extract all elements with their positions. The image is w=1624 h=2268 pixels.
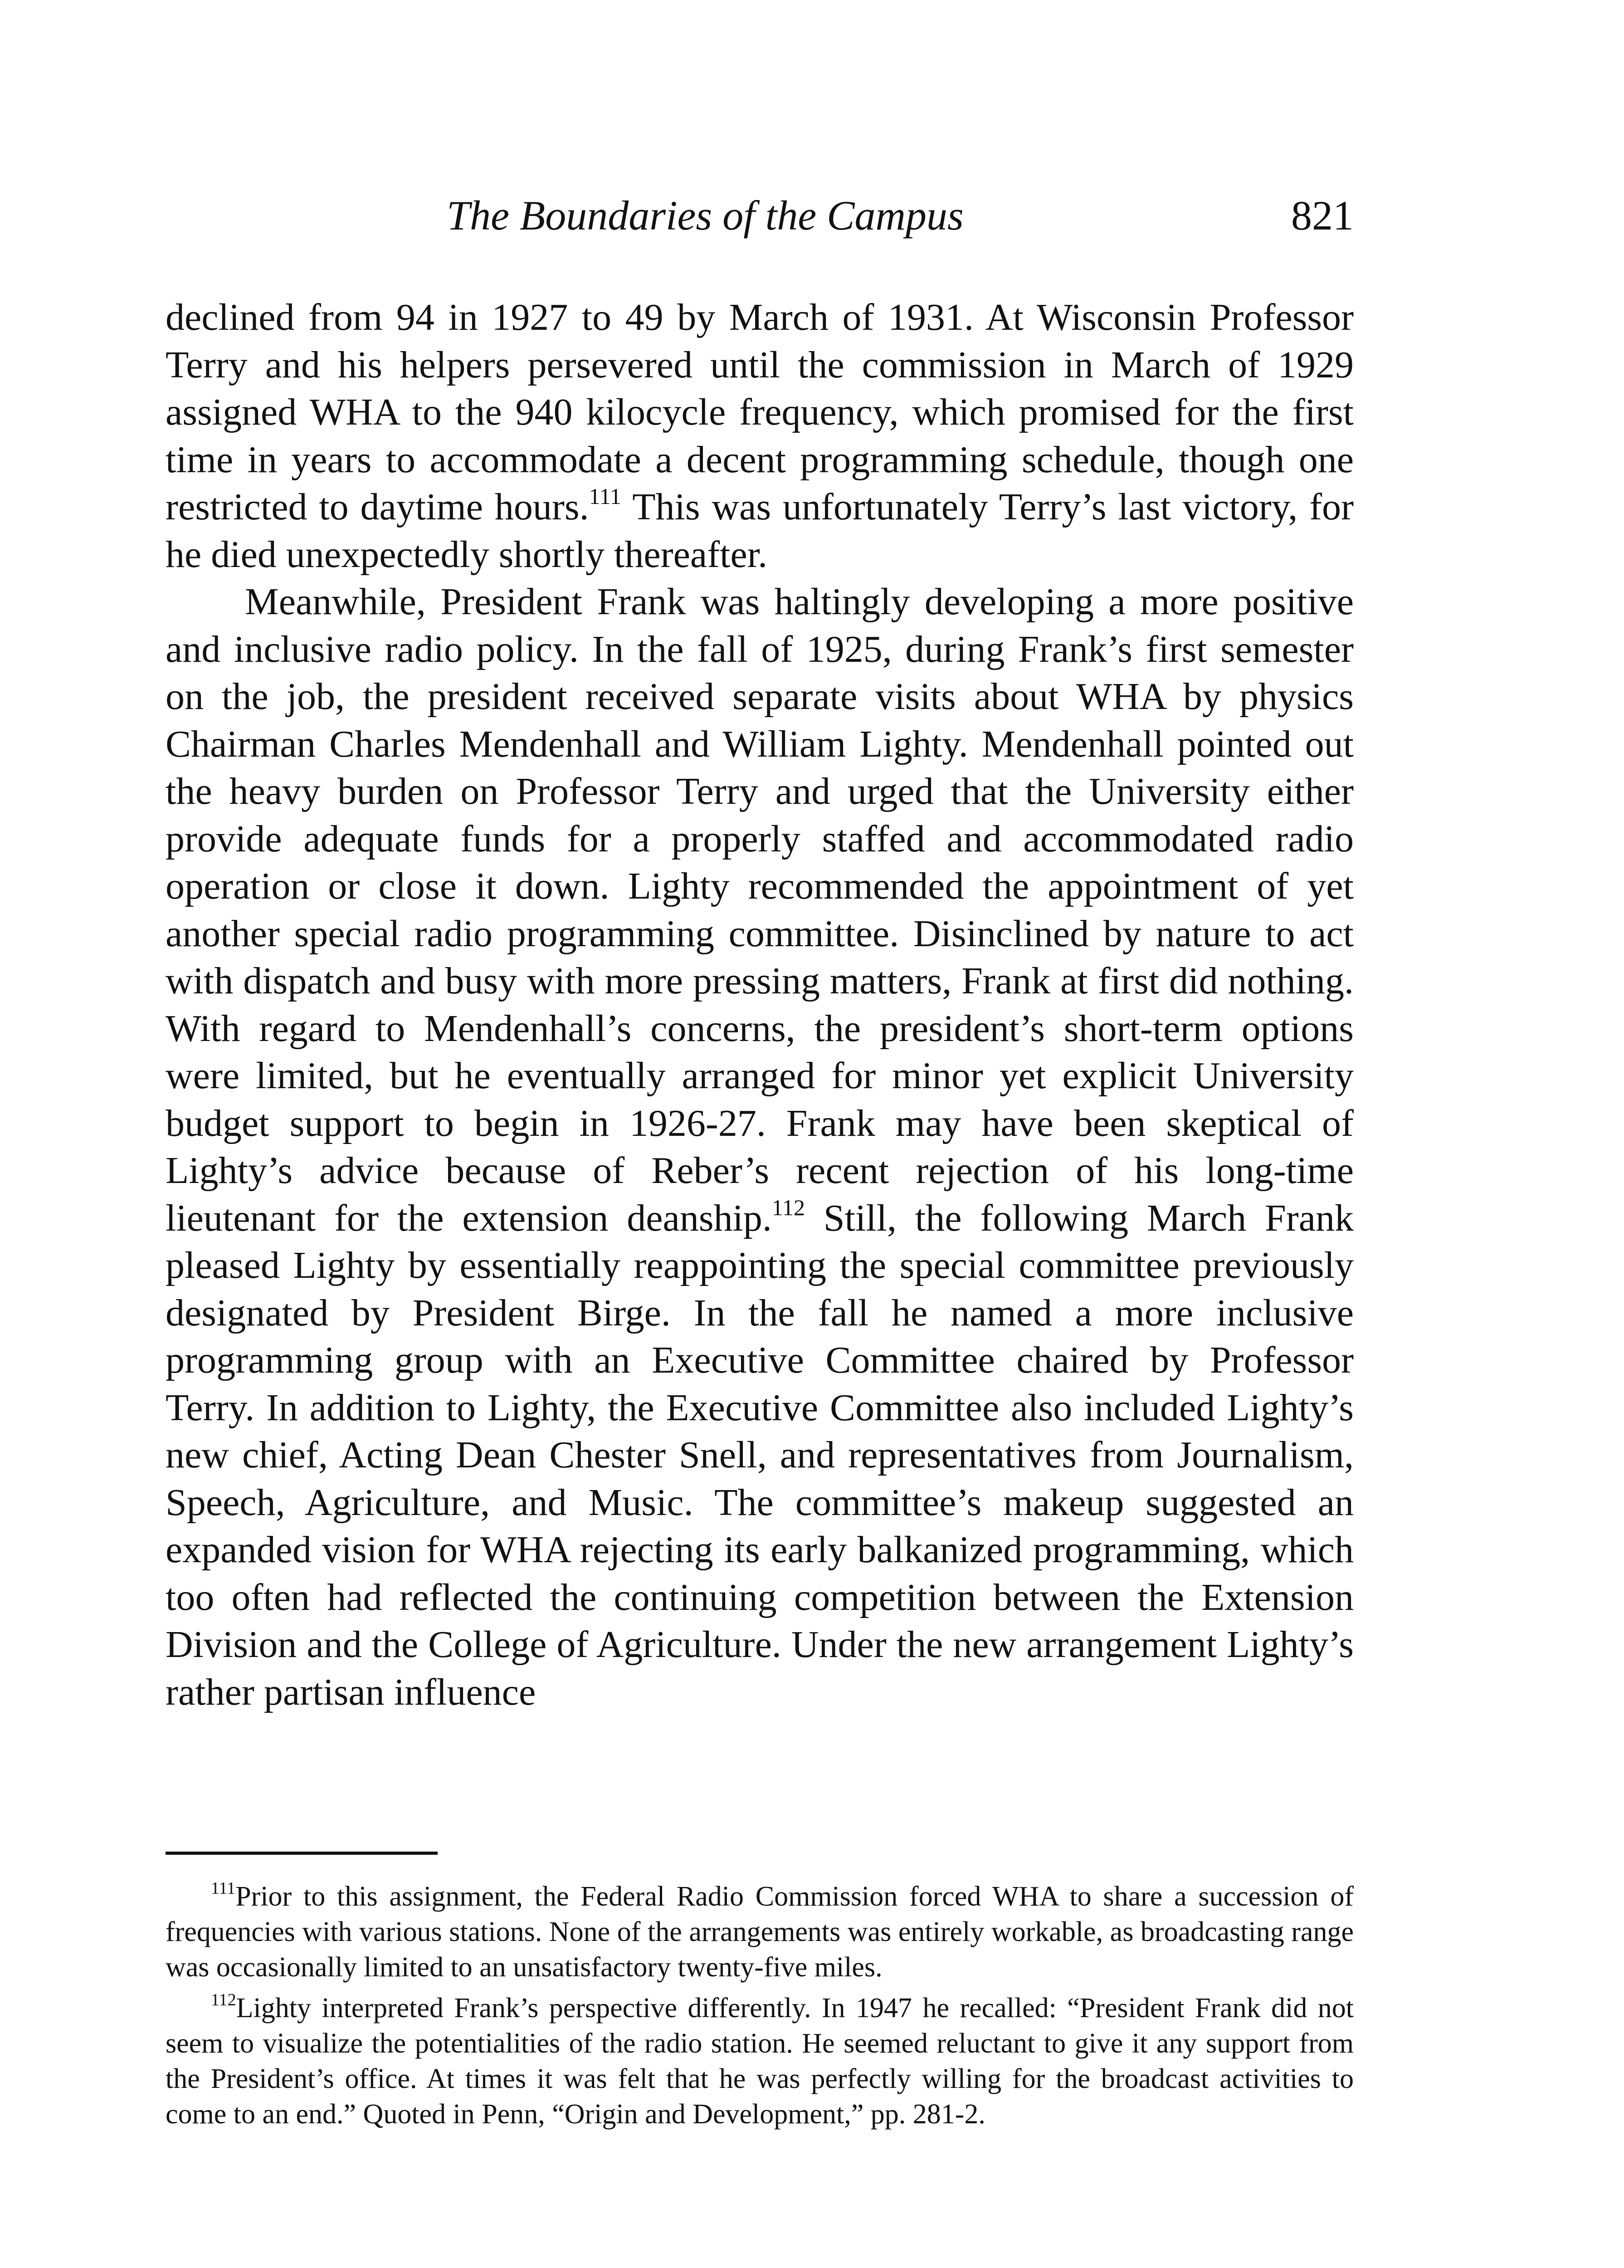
footnote-number: 111 <box>211 1879 236 1898</box>
paragraph-2-text-b: Still, the following March Frank pleased Lighty by essentially reappointing the special committee previously designated by President Birge. In the fall he named a more inclusive programming group with an Executive Committee chaired by Professor Terry. In addition to Lighty, the Executive Committee also included Lighty’s new chief, Acting Dean Chester Snell, and representatives from Journalism, Speech, Agriculture, and Music. The committee’s makeup suggested an expanded vision for WHA rejecting its early balkanized programming, which too often had reflected the continuing competition between the Extension Division and the College of Agriculture. Under the new arrangement Lighty’s rather partisan influence <box>166 1197 1354 1713</box>
footnote-112 <box>166 1990 1354 2132</box>
footnote-text: Prior to this assignment, the Federal Radio Commission forced WHA to share a succession of frequencies with various stations. None of the arrangements was entirely workable, as broadcasting range was occasionally limited to an unsatisfactory twenty-five miles. <box>166 1881 1354 1983</box>
page-header <box>166 181 1354 249</box>
footnote-ref-112: 112 <box>771 1194 805 1220</box>
footnotes <box>166 1879 1354 2137</box>
paragraph-1-text-a: declined from 94 in 1927 to 49 by March of 1931. At Wisconsin Professor Terry and his helpers persevered until the commission in March of 1929 assigned WHA to the 940 kilocycle frequency, which promised for the first time in years to accommodate a decent programming schedule, though one restricted to daytime hours. <box>166 296 1354 528</box>
footnote-divider <box>166 1852 438 1855</box>
paragraph-1 <box>166 294 1354 578</box>
page-number: 821 <box>1291 192 1354 239</box>
running-title: The Boundaries of the Campus <box>447 192 964 239</box>
body-text <box>166 294 1354 1716</box>
footnote-text: Lighty interpreted Frank’s perspective differently. In 1947 he recalled: “President Frank did not seem to visualize the potentialities of the radio station. He seemed reluctant to give it any support from the President’s office. At times it was felt that he was perfectly willing for the broadcast activities to come to an end.” Quoted in Penn, “Origin and Development,” pp. 281-2. <box>166 1993 1354 2130</box>
footnote-ref-111: 111 <box>589 484 621 509</box>
paragraph-1-text-b: This was unfortunately Terry’s last victory, for he died unexpectedly shortly thereafter. <box>166 486 1354 576</box>
paragraph-2 <box>166 578 1354 1716</box>
paragraph-2-text-a: Meanwhile, President Frank was haltingly developing a more positive and inclusive radio policy. In the fall of 1925, during Frank’s first semester on the job, the president received separate visits about WHA by physics Chairman Charles Mendenhall and William Lighty. Mendenhall pointed out the heavy burden on Professor Terry and urged that the University either provide adequate funds for a properly staffed and accommodated radio operation or close it down. Lighty recommended the appointment of yet another special radio programming committee. Disinclined by nature to act with dispatch and busy with more pressing matters, Frank at first did nothing. With regard to Mendenhall’s concerns, the president’s short-term options were limited, but he eventually arranged for minor yet explicit University budget support to begin in 1926-27. Frank may have been skeptical of Lighty’s advice because of Reber’s recent rejection of his long-time lieutenant for the extension deanship. <box>166 581 1354 1239</box>
footnote-111 <box>166 1879 1354 1985</box>
footnote-number: 112 <box>211 1990 236 2009</box>
